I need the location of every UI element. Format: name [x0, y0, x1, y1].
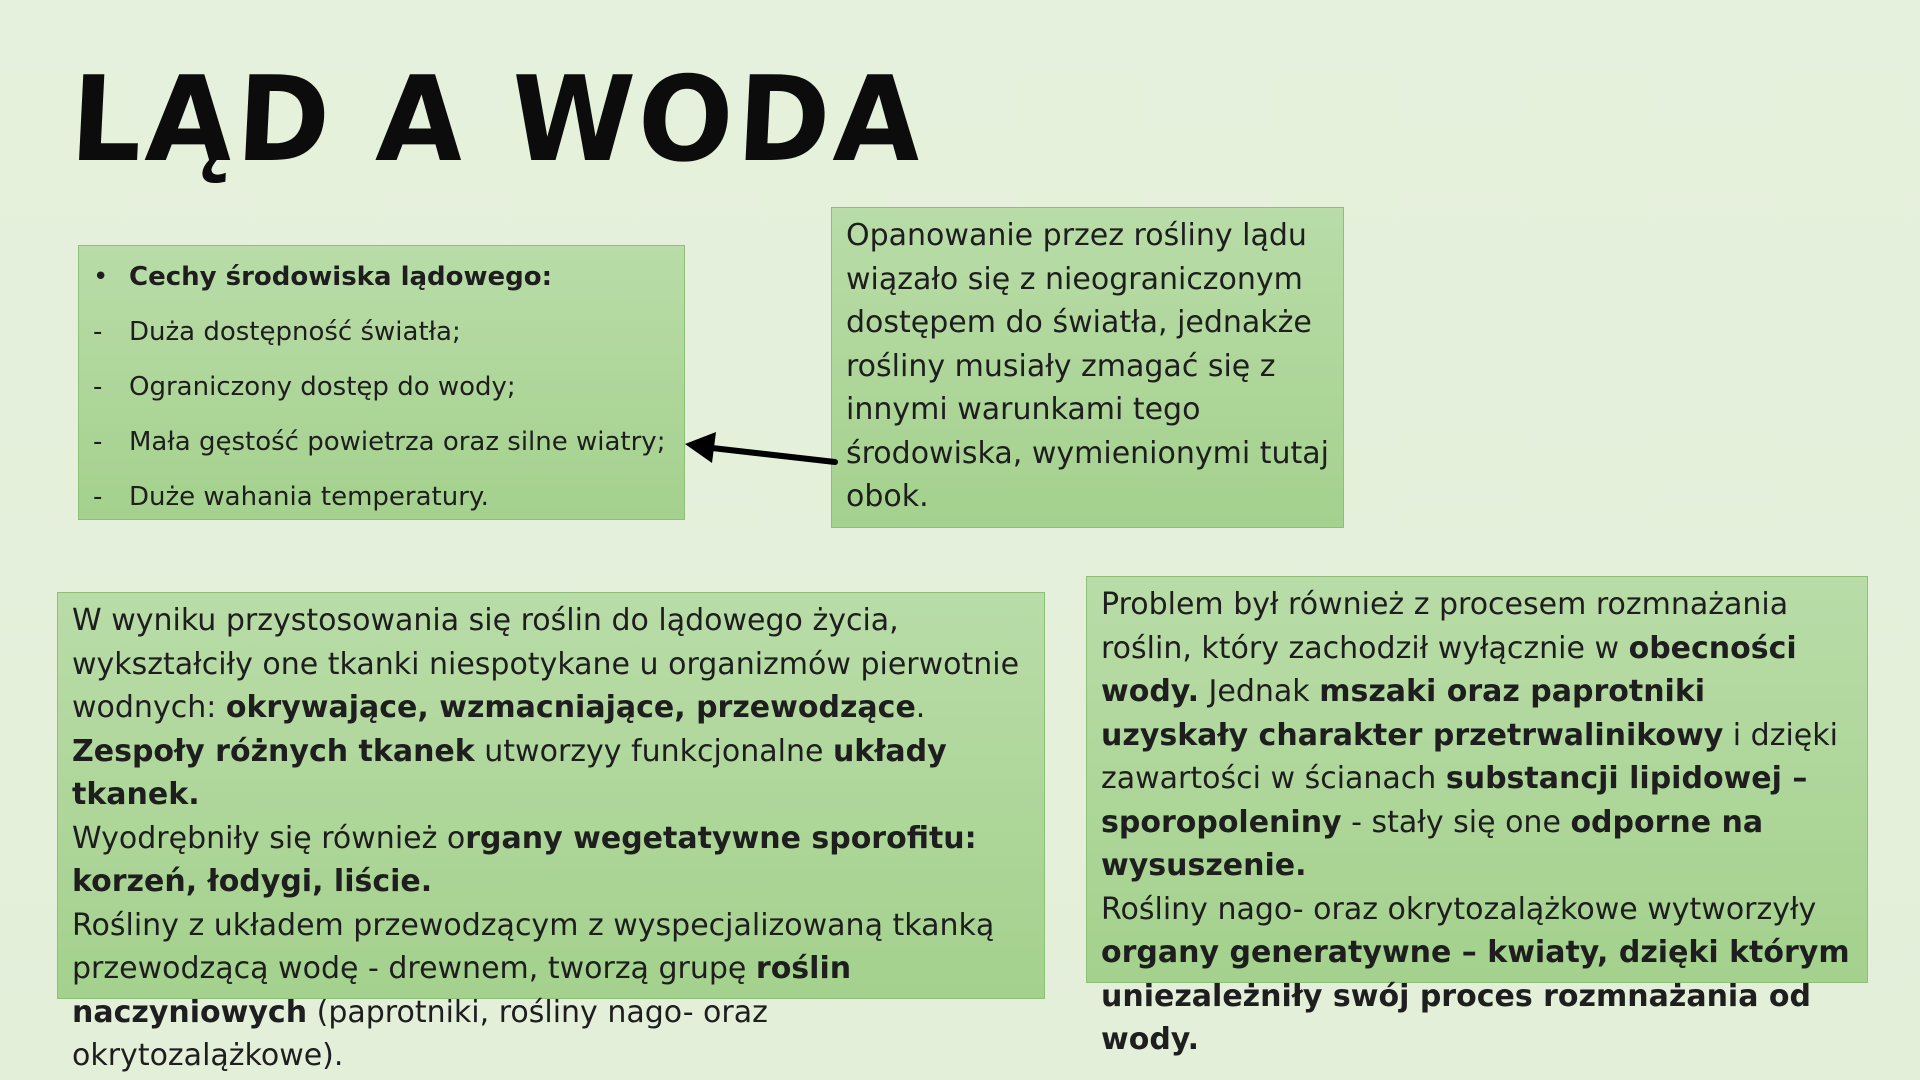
land-features-box — [78, 245, 685, 520]
land-features-heading — [93, 254, 670, 309]
bold-text-run: obecności wody. — [1101, 630, 1797, 709]
bullet-marker: • — [93, 262, 109, 292]
plant-reproduction-box — [1086, 576, 1868, 1057]
text-run: Problem był również z procesem rozmnażania roślin, który zachodził wyłącznie w — [1101, 587, 1789, 666]
land-features-list — [93, 254, 670, 529]
text-run: Rośliny nago- oraz okrytozalążkowe wytworzyły — [1101, 891, 1817, 927]
text-run: - stały się one — [1341, 804, 1571, 840]
bold-text-run: rgany wegetatywne sporofitu: korzeń, łodygi, liście. — [72, 820, 977, 899]
text-run: Jednak — [1199, 674, 1320, 709]
dash-marker: - — [93, 482, 103, 512]
slide-title: LĄD A WODA — [67, 51, 929, 189]
dash-marker: - — [93, 372, 103, 402]
bold-text-run: układy tkanek. — [72, 733, 947, 812]
dash-marker: - — [93, 427, 103, 457]
bold-text-run: odporne na wysuszenie. — [1101, 804, 1764, 883]
text-run: (paprotniki, rośliny nago- oraz okrytozalążkowe). — [72, 994, 768, 1073]
bold-text-run: okrywające, wzmacniające, przewodzące — [225, 690, 916, 725]
land-conquest-text: Opanowanie przez rośliny lądu wiązało się z nieograniczonym dostępem do światła, jednakże rośliny musiały zmagać się z innymi warunkami tego środowiska, wymienionymi tutaj obok. — [846, 218, 1329, 514]
list-item — [93, 419, 670, 474]
text-run: i dzięki zawartości w ścianach — [1101, 717, 1838, 796]
list-item — [93, 474, 670, 529]
plant-tissues-box — [57, 592, 1045, 1073]
land-features-heading-text: Cechy środowiska lądowego: — [129, 262, 553, 292]
text-run: W wyniku przystosowania się roślin do lądowego życia, wykształciły one tkanki niespotykane u organizmów pierwotnie wodnych: — [72, 603, 1020, 725]
text-run: . — [915, 690, 926, 725]
bold-text-run: mszaki oraz paprotniki uzyskały charakter przetrwalinikowy — [1101, 674, 1724, 753]
bold-text-run: Zespoły różnych tkanek — [72, 733, 475, 769]
bold-text-run: roślin naczyniowych — [72, 951, 852, 1030]
bold-text-run: organy generatywne – kwiaty, dzięki którym uniezależniły swój proces rozmnażania od wody. — [1101, 935, 1850, 1057]
list-item — [93, 309, 670, 364]
list-item-text: Duże wahania temperatury. — [129, 482, 489, 512]
text-run: utworzyy funkcjonalne — [474, 733, 833, 769]
text-run: Wyodrębniły się również o — [72, 820, 466, 856]
dash-marker: - — [93, 317, 103, 347]
list-item — [93, 364, 670, 419]
bold-text-run: substancji lipidowej – sporopoleniny — [1101, 761, 1808, 840]
list-item-text: Mała gęstość powietrza oraz silne wiatry; — [129, 427, 666, 457]
text-run: Rośliny z układem przewodzącym z wyspecjalizowaną tkanką przewodzącą wodę - drewnem, tworzą grupę — [72, 907, 995, 986]
list-item-text: Ograniczony dostęp do wody; — [129, 372, 516, 402]
list-item-text: Duża dostępność światła; — [129, 317, 461, 347]
land-conquest-box — [831, 207, 1344, 528]
plant-reproduction-text — [1101, 583, 1853, 1062]
plant-tissues-text — [72, 599, 1030, 1078]
